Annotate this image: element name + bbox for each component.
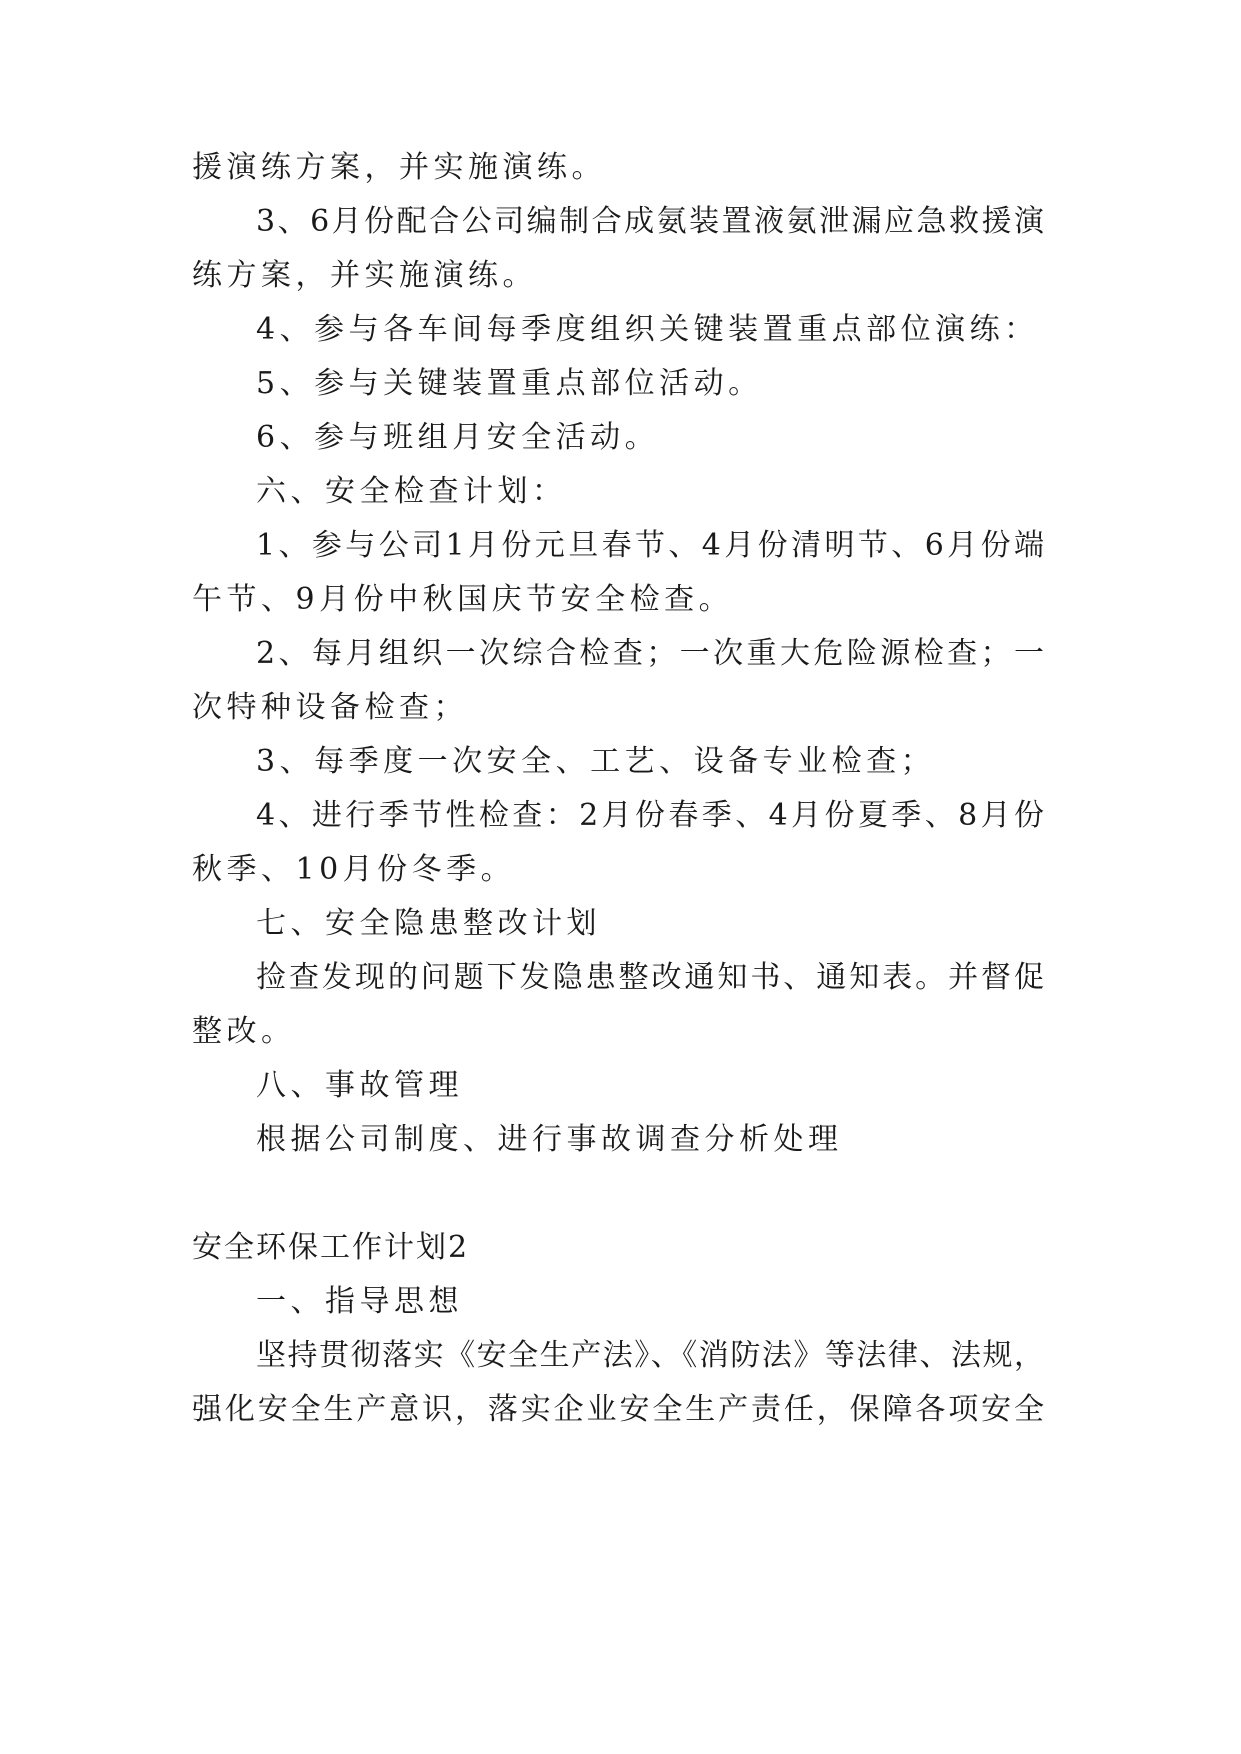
section-heading: 六、安全检查计划： [256, 474, 567, 509]
document-title: 安全环保工作计划2 [192, 1230, 470, 1265]
paragraph-line: 4、进行季节性检查：2月份春季、4月份夏季、8月份 [256, 798, 1044, 833]
paragraph-line: 3、6月份配合公司编制合成氨装置液氨泄漏应急救援演 [256, 204, 1044, 239]
paragraph-line: 练方案，并实施演练。 [192, 258, 537, 293]
paragraph-line: 捡查发现的问题下发隐患整改通知书、通知表。并督促 [256, 960, 1044, 995]
section-heading: 七、安全隐患整改计划 [256, 906, 601, 941]
paragraph-line: 强化安全生产意识，落实企业安全生产责任，保障各项安全 [192, 1392, 1044, 1427]
paragraph-line: 坚持贯彻落实《安全生产法》、《消防法》等法律、法规， [256, 1338, 1044, 1373]
paragraph-line: 6、参与班组月安全活动。 [256, 420, 660, 455]
paragraph-line: 援演练方案，并实施演练。 [192, 150, 606, 185]
paragraph-line: 1、参与公司1月份元旦春节、4月份清明节、6月份端 [256, 528, 1044, 563]
paragraph-line: 秋季、10月份冬季。 [192, 852, 516, 887]
section-heading: 八、事故管理 [256, 1068, 463, 1103]
paragraph-line: 次特种设备检查； [192, 690, 468, 725]
paragraph-line: 5、参与关键装置重点部位活动。 [256, 366, 763, 401]
paragraph-line: 4、参与各车间每季度组织关键装置重点部位演练： [256, 312, 1039, 347]
paragraph-line: 午节、9月份中秋国庆节安全检查。 [192, 582, 734, 617]
paragraph-line: 3、每季度一次安全、工艺、设备专业检查； [256, 744, 936, 779]
section-heading: 一、指导思想 [256, 1284, 463, 1319]
paragraph-line: 2、每月组织一次综合检查；一次重大危险源检查；一 [256, 636, 1044, 671]
paragraph-line: 根据公司制度、进行事故调查分析处理 [256, 1122, 843, 1157]
paragraph-line: 整改。 [192, 1014, 296, 1049]
